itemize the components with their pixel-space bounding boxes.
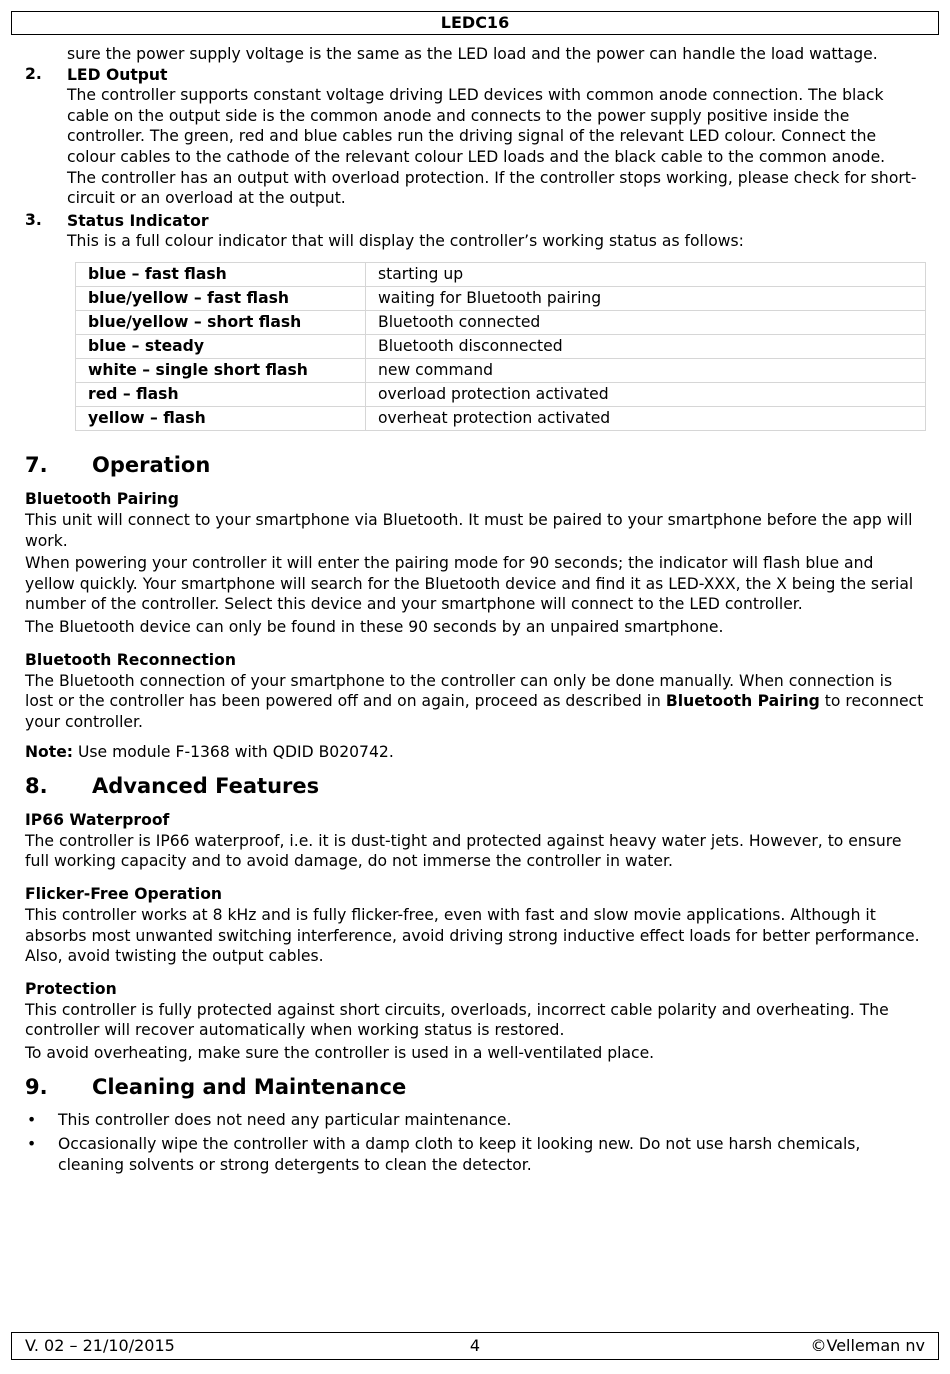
text: The Bluetooth connection of your smartphone to the controller can only be done manually. When connection is lost or the controller has been powered off and on again, proceed as described in [25, 671, 893, 711]
paragraph: When powering your controller it will enter the pairing mode for 90 seconds; the indicator will flash blue and yellow quickly. Your smartphone will search for the Bluetooth device and find it as LED-XXX, the X being the serial number of the controller. Select this device and your smartphone will connect to the LED controller. [25, 554, 914, 614]
page-content [25, 44, 925, 1175]
table-row [76, 310, 926, 334]
bullet-icon: • [27, 1135, 37, 1154]
paragraph: The Bluetooth device can only be found in these 90 seconds by an unpaired smartphone. [25, 617, 724, 636]
text: to reconnect your controller. [25, 692, 924, 731]
footer-copyright: ©Velleman nv [810, 1336, 925, 1355]
intro-continuation: sure the power supply voltage is the same as the LED load and the power can handle the load wattage. [67, 45, 878, 63]
status-meaning-cell: overheat protection activated [366, 406, 926, 430]
table-row [76, 358, 926, 382]
paragraph-reconnection [25, 671, 925, 733]
page-header [11, 11, 939, 35]
list-item-title: LED Output [67, 65, 168, 84]
section-title: Cleaning and Maintenance [92, 1074, 407, 1099]
bullet-list [25, 1110, 925, 1176]
subheading-bluetooth-reconnection: Bluetooth Reconnection [25, 650, 236, 669]
list-item-text: This controller does not need any particular maintenance. [58, 1110, 512, 1129]
list-item [25, 1134, 925, 1175]
section-heading-advanced-features [25, 772, 925, 800]
section-title: Operation [92, 452, 211, 477]
section-number: 9. [25, 1074, 48, 1099]
list-item [25, 1110, 925, 1131]
page-footer [11, 1332, 939, 1360]
status-table [75, 262, 926, 431]
bold-reference: Bluetooth Pairing [665, 692, 820, 711]
subheading-ip66-waterproof: IP66 Waterproof [25, 810, 170, 829]
section-number: 8. [25, 773, 48, 798]
paragraph: This controller is fully protected against short circuits, overloads, incorrect cable polarity and overheating. The controller will recover automatically when working status is restored. [25, 1000, 889, 1040]
paragraph: This controller works at 8 kHz and is fully flicker-free, even with fast and slow movie applications. Although it absorbs most unwanted switching interference, avoid driving strong inductive effect loads for better performance. Also, avoid twisting the output cables. [25, 906, 920, 966]
status-signal-cell: blue/yellow – fast flash [76, 286, 366, 310]
subheading-bluetooth-pairing: Bluetooth Pairing [25, 489, 179, 508]
note-paragraph [25, 742, 925, 763]
table-row [76, 286, 926, 310]
table-row [76, 262, 926, 286]
list-item-status-indicator [25, 211, 925, 252]
section-number: 7. [25, 452, 48, 477]
bullet-icon: • [27, 1110, 37, 1129]
status-signal-cell: blue/yellow – short flash [76, 310, 366, 334]
subheading-protection: Protection [25, 979, 117, 998]
note-label: Note: [25, 743, 74, 762]
header-title: LEDC16 [440, 13, 510, 32]
subheading-flicker-free: Flicker-Free Operation [25, 885, 223, 904]
paragraph: This unit will connect to your smartphone via Bluetooth. It must be paired to your smartphone before the app will work. [25, 510, 913, 550]
list-item-led-output [25, 65, 925, 209]
status-meaning-cell: starting up [366, 262, 926, 286]
footer-page-number: 4 [469, 1336, 481, 1355]
status-signal-cell: red – flash [76, 382, 366, 406]
list-number: 2. [25, 64, 42, 83]
table-row [76, 382, 926, 406]
status-signal-cell: blue – fast flash [76, 262, 366, 286]
section-title: Advanced Features [92, 773, 320, 798]
list-number: 3. [25, 210, 42, 229]
note-text: Use module F-1368 with QDID B020742. [73, 743, 394, 762]
list-item-paragraph: This is a full colour indicator that will display the controller’s working status as follows: [67, 232, 744, 251]
status-signal-cell: blue – steady [76, 334, 366, 358]
list-item-title: Status Indicator [67, 211, 209, 230]
status-meaning-cell: Bluetooth connected [366, 310, 926, 334]
status-signal-cell: yellow – flash [76, 406, 366, 430]
status-meaning-cell: Bluetooth disconnected [366, 334, 926, 358]
section-heading-cleaning [25, 1073, 925, 1101]
list-item-text: Occasionally wipe the controller with a damp cloth to keep it looking new. Do not use harsh chemicals, cleaning solvents or strong detergents to clean the detector. [58, 1135, 861, 1174]
status-signal-cell: white – single short flash [76, 358, 366, 382]
list-item-paragraph: The controller supports constant voltage driving LED devices with common anode connection. The black cable on the output side is the common anode and connects to the power supply positive inside the controller. The green, red and blue cables run the driving signal of the relevant LED colour. Connect the colour cables to the cathode of the relevant colour LED loads and the black cable to the common anode. [67, 86, 886, 166]
footer-version: V. 02 – 21/10/2015 [25, 1336, 175, 1355]
section-heading-operation [25, 451, 925, 479]
table-row [76, 406, 926, 430]
status-meaning-cell: overload protection activated [366, 382, 926, 406]
paragraph: The controller is IP66 waterproof, i.e. it is dust-tight and protected against heavy water jets. However, to ensure full working capacity and to avoid damage, do not immerse the controller in water. [25, 831, 902, 871]
paragraph: To avoid overheating, make sure the controller is used in a well-ventilated place. [25, 1044, 655, 1063]
table-row [76, 334, 926, 358]
list-item-paragraph: The controller has an output with overload protection. If the controller stops working, please check for short-circuit or an overload at the output. [67, 168, 917, 208]
status-meaning-cell: new command [366, 358, 926, 382]
status-meaning-cell: waiting for Bluetooth pairing [366, 286, 926, 310]
